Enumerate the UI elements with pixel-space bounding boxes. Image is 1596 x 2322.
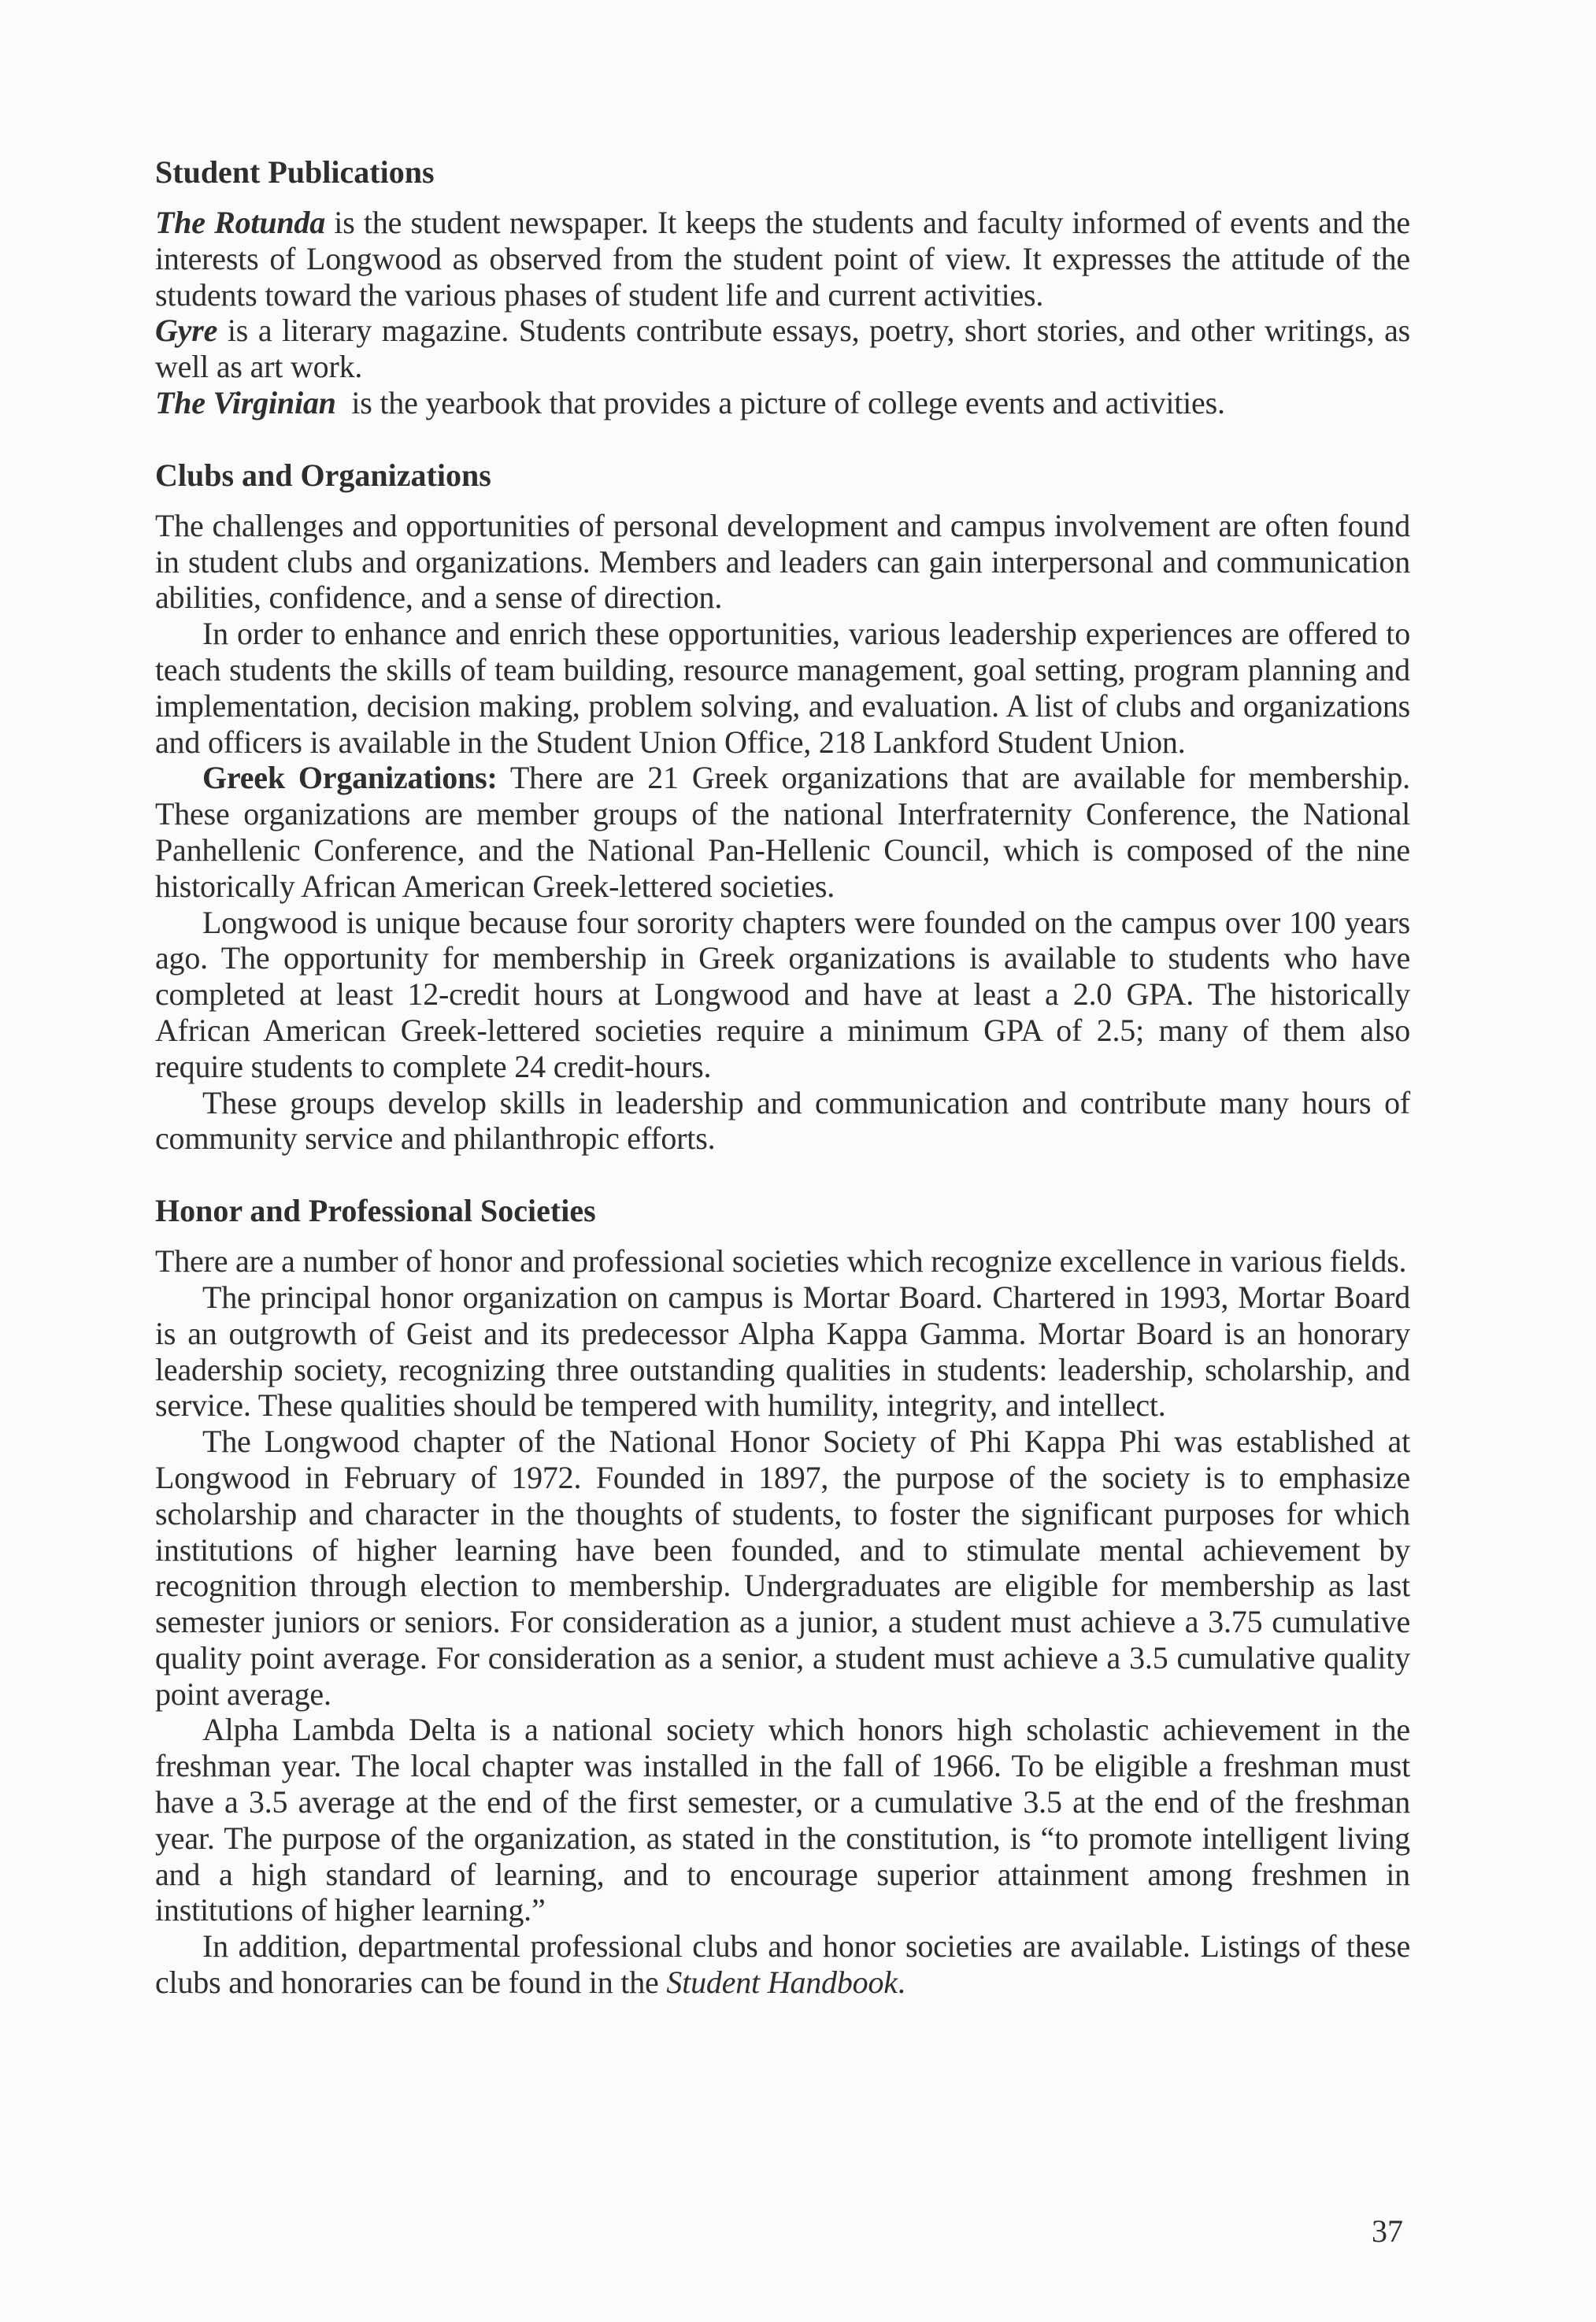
paragraph: There are a number of honor and professional societies which recognize excellence in various fields.	[155, 1243, 1407, 1280]
section-clubs-organizations	[155, 457, 1410, 1157]
paragraph: The principal honor organization on campus is Mortar Board. Chartered in 1993, Mortar Board is an outgrowth of Geist and its predecessor Alpha Kappa Gamma. Mortar Board is an honorary leadership society, recognizing three outstanding qualities in students: leadership, scholarship, and service. These qualities should be tempered with humility, integrity, and intellect.	[155, 1279, 1410, 1424]
handbook-title: Student Handbook	[666, 1965, 898, 2001]
paragraph-virginian: The Virginian is the yearbook that provides a picture of college events and activities.	[155, 384, 1225, 420]
paragraph: The challenges and opportunities of personal development and campus involvement are often found in student clubs and organizations. Members and leaders can gain interpersonal and communication abilities, confidence, and a sense of direction.	[155, 507, 1410, 616]
section-honor-societies	[155, 1193, 1410, 2001]
section-heading: Clubs and Organizations	[155, 457, 491, 493]
paragraph: These groups develop skills in leadership and communication and contribute many hours of community service and philanthropic efforts.	[155, 1084, 1410, 1157]
paragraph-gyre: Gyre is a literary magazine. Students contribute essays, poetry, short stories, and other writings, as well as art work.	[155, 313, 1410, 385]
paragraph-rotunda: The Rotunda is the student newspaper. It keeps the students and faculty informed of events and the interests of Longwood as observed from the student point of view. It expresses the attitude of the students toward the various phases of student life and current activities.	[155, 205, 1410, 313]
paragraph: The Longwood chapter of the National Honor Society of Phi Kappa Phi was established at Longwood in February of 1972. Founded in 1897, the purpose of the society is to emphasize scholarship and character in the thoughts of students, to foster the significant purposes for which institutions of higher learning have been founded, and to stimulate mental achievement by recognition through election to membership. Undergraduates are eligible for membership as last semester juniors or seniors. For consideration as a junior, a student must achieve a 3.75 cumulative quality point average. For consideration as a senior, a student must achieve a 3.5 cumulative quality point average.	[155, 1424, 1410, 1712]
section-heading: Honor and Professional Societies	[155, 1193, 596, 1229]
paragraph: In addition, departmental professional clubs and honor societies are available. Listings of these clubs and honoraries can be found in the Student Handbook.	[155, 1928, 1410, 2001]
run-in-heading: Greek Organizations:	[202, 760, 498, 796]
publication-title: The Virginian	[155, 384, 336, 420]
paragraph: Longwood is unique because four sorority chapters were founded on the campus over 100 years ago. The opportunity for membership in Greek organizations is available to students who have completed at least 12-credit hours at Longwood and have at least a 2.0 GPA. The historically African American Greek-lettered societies require a minimum GPA of 2.5; many of them also require students to complete 24 credit-hours.	[155, 904, 1410, 1084]
publication-title: The Rotunda	[155, 205, 326, 240]
section-heading: Student Publications	[155, 154, 435, 190]
publication-title: Gyre	[155, 313, 218, 349]
page-content	[155, 154, 1410, 2037]
paragraph: In order to enhance and enrich these opportunities, various leadership experiences are offered to teach students the skills of team building, resource management, goal setting, program planning and implementation, decision making, problem solving, and evaluation. A list of clubs and organizations and officers is available in the Student Union Office, 218 Lankford Student Union.	[155, 616, 1410, 760]
section-student-publications	[155, 154, 1410, 421]
paragraph: Alpha Lambda Delta is a national society which honors high scholastic achievement in the freshman year. The local chapter was installed in the fall of 1966. To be eligible a freshman must have a 3.5 average at the end of the first semester, or a cumulative 3.5 at the end of the freshman year. The purpose of the organization, as stated in the constitution, is “to promote intelligent living and a high standard of learning, and to encourage superior attainment among freshmen in institutions of higher learning.”	[155, 1712, 1410, 1928]
paragraph-greek-organizations: Greek Organizations: There are 21 Greek organizations that are available for membership. These organizations are member groups of the national Interfraternity Conference, the National Panhellenic Conference, and the National Pan-Hellenic Council, which is composed of the nine historically African American Greek-lettered societies.	[155, 760, 1410, 904]
page-number: 37	[1372, 2213, 1403, 2249]
